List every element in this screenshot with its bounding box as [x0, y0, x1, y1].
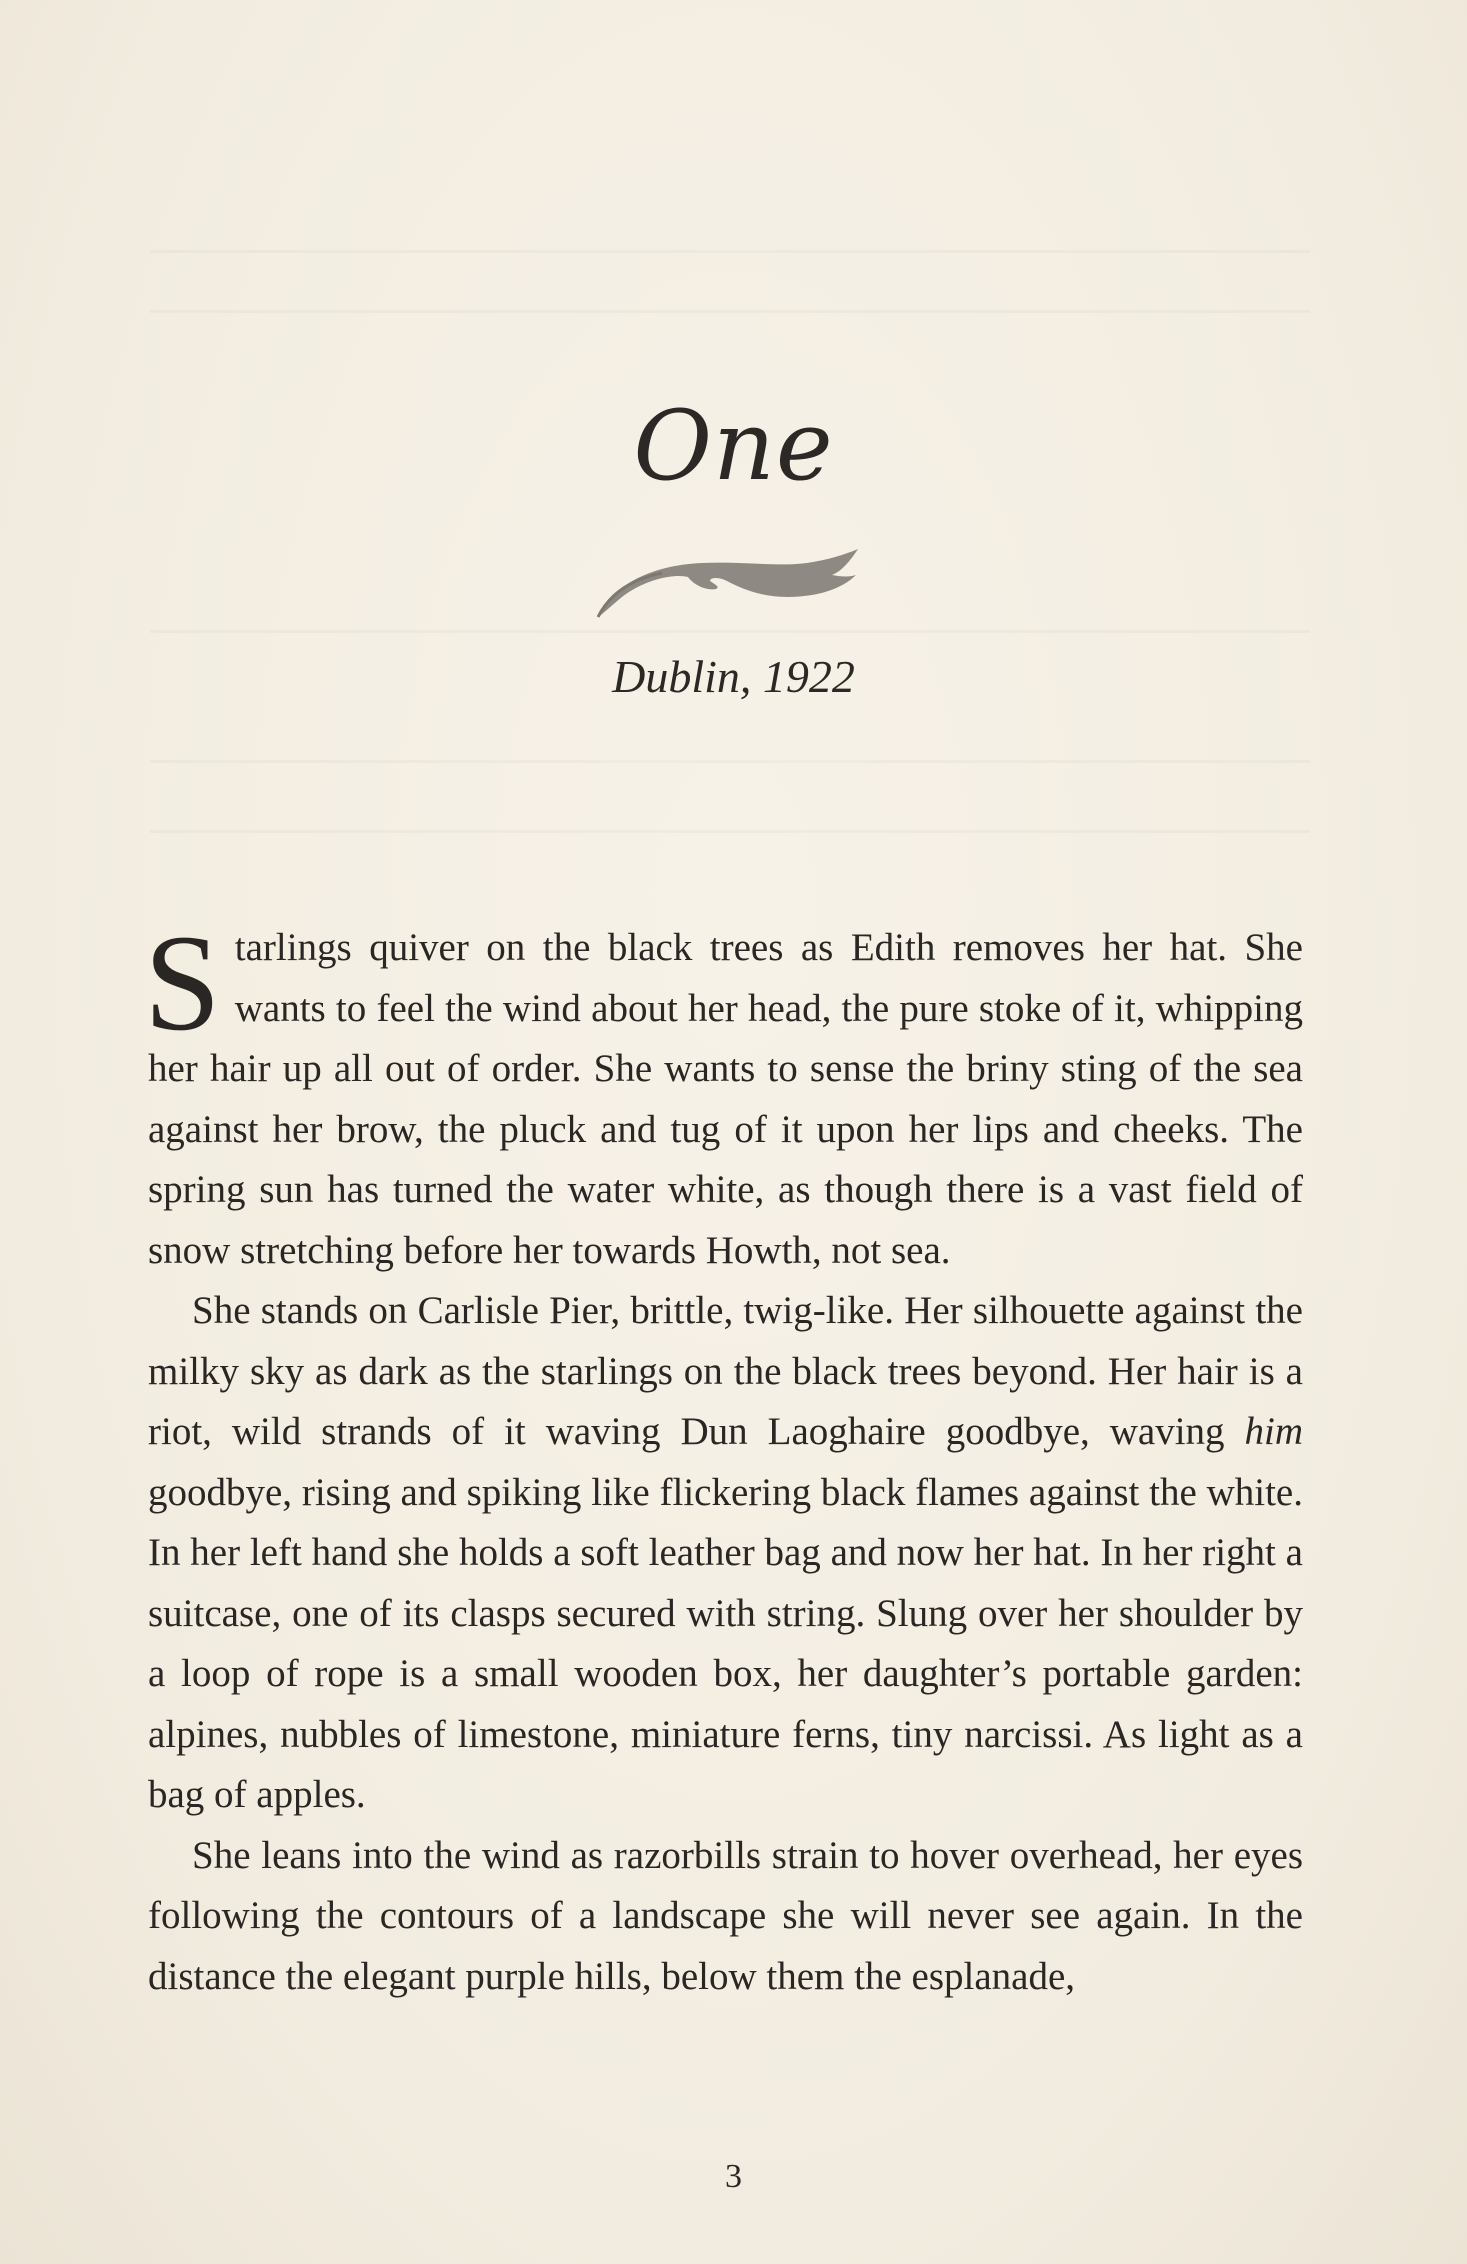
show-through-line	[150, 760, 1310, 763]
show-through-line	[150, 310, 1310, 313]
show-through-line	[150, 830, 1310, 833]
show-through-line	[150, 630, 1310, 633]
paragraph-1-text: tarlings quiver on the black trees as Edith removes her hat. She wants to feel the wind about her head, the pure stoke of it, whipping her hair up all out of order. She wants to sense the briny sting of the sea against her brow, the pluck and tug of it upon her lips and cheeks. The spring sun has turned the water white, as though there is a vast field of snow stretching before her towards Howth, not sea.	[148, 926, 1303, 1272]
page-number: 3	[725, 2158, 742, 2195]
chapter-title: One	[633, 390, 834, 502]
paragraph-2-text-a: She stands on Carlisle Pier, brittle, twig-like. Her silhouette against the milky sky as dark as the starlings on the black trees beyond. Her hair is a riot, wild strands of it waving Dun Laoghaire goodbye, waving	[148, 1289, 1303, 1453]
paragraph-2-italic: him	[1244, 1410, 1303, 1453]
paragraph-2	[148, 1281, 1303, 1826]
show-through-line	[150, 250, 1310, 253]
paragraph-2-text-b: goodbye, rising and spiking like flickering black flames against the white. In her left hand she holds a soft leather bag and now her hat. In her right a suitcase, one of its clasps secured with string. Slung over her shoulder by a loop of rope is a small wooden box, her daughter’s portable garden: alpines, nubbles of limestone, miniature ferns, tiny narcissi. As light as a bag of apples.	[148, 1470, 1303, 1816]
place-date-subtitle: Dublin, 1922	[612, 651, 855, 702]
wave-ornament-icon	[592, 545, 862, 620]
drop-cap: S	[144, 906, 221, 1059]
paragraph-1	[144, 906, 1303, 1281]
paragraph-3: She leans into the wind as razorbills strain to hover overhead, her eyes following the contours of a landscape she will never see again. In the distance the elegant purple hills, below them the esplanade,	[148, 1833, 1303, 1998]
chapter-body	[144, 906, 1303, 2007]
